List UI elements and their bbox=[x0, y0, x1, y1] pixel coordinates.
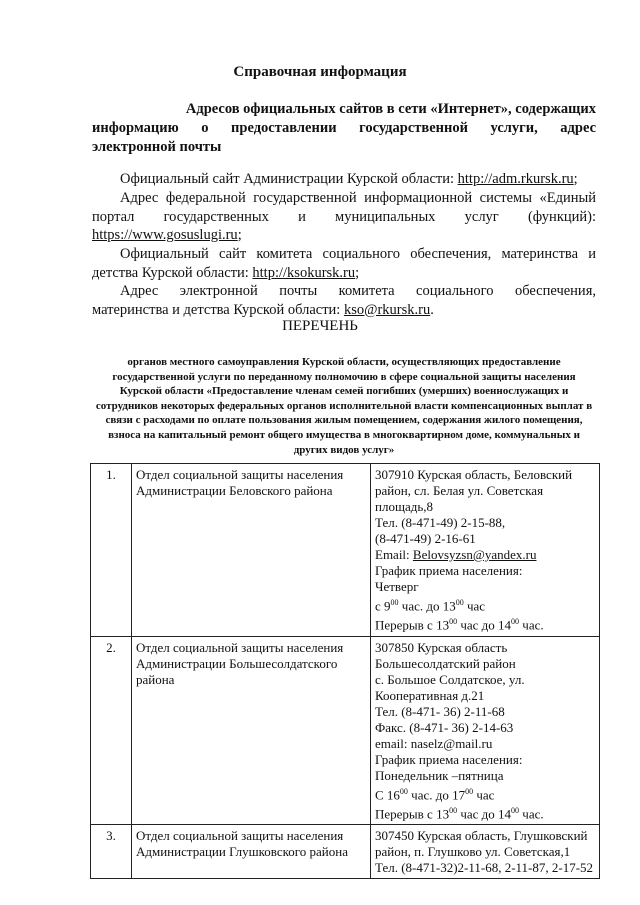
break-mid-sup: 00 bbox=[511, 617, 520, 627]
email-label: Email: bbox=[375, 547, 413, 562]
schedule-hours bbox=[375, 784, 595, 803]
address: 307910 Курская область, Беловский район, сл. Белая ул. Советская площадь,8 bbox=[375, 467, 573, 514]
department-contacts bbox=[371, 636, 600, 825]
break-end: час. bbox=[519, 806, 544, 822]
table-row bbox=[91, 825, 600, 879]
schedule-days: Понедельник –пятница bbox=[375, 767, 504, 783]
list-heading: ПЕРЕЧЕНЬ bbox=[282, 318, 358, 334]
break-from: Перерыв с 13 bbox=[375, 806, 450, 822]
email-line bbox=[375, 547, 595, 563]
subtitle-line-1: Адресов официальных сайтов в сети «Интернет», содержащих bbox=[185, 101, 596, 117]
gosuslugi-text-2: портал государственных и муниципальных услуг (функций): bbox=[92, 208, 596, 225]
break-end: час. bbox=[519, 617, 544, 633]
committee-email-text-2: материнства и детства Курской области: bbox=[92, 301, 344, 318]
hours-end: час bbox=[473, 786, 495, 802]
hours-from-sup: 00 bbox=[390, 598, 399, 607]
department-name: Отдел социальной защиты населения Администрации Большесолдатского района bbox=[132, 636, 371, 825]
phone-2: (8-471-49) 2-16-61 bbox=[375, 531, 476, 546]
hours-from: С 16 bbox=[375, 786, 400, 802]
row-number: 1. bbox=[91, 464, 132, 637]
break-mid: час до 14 bbox=[457, 617, 512, 633]
break-mid-sup: 00 bbox=[511, 805, 520, 815]
gosuslugi-text-1: Адрес федеральной государственной информационной системы «Единый bbox=[120, 190, 596, 206]
schedule-label: График приема населения: bbox=[375, 563, 523, 578]
subtitle bbox=[92, 100, 596, 157]
hours-from: с 9 bbox=[375, 598, 391, 614]
break-from: Перерыв с 13 bbox=[375, 617, 450, 633]
department-contacts bbox=[371, 825, 600, 879]
department-contacts bbox=[371, 464, 600, 637]
hours-mid-sup: 00 bbox=[455, 598, 464, 607]
fax: Факс. (8-471- 36) 2-14-63 bbox=[375, 719, 514, 735]
subtitle-line-2: информацию о предоставлении государственной услуги, адрес bbox=[92, 120, 596, 136]
address-3: с. Большое Солдатское, ул. Кооперативная д.21 bbox=[375, 671, 525, 703]
department-name: Отдел социальной защиты населения Администрации Беловского района bbox=[132, 464, 371, 637]
schedule-break bbox=[375, 614, 595, 633]
hours-mid: час. до 13 bbox=[398, 598, 456, 614]
schedule-days: Четверг bbox=[375, 579, 419, 594]
admin-site-text: Официальный сайт Администрации Курской области: bbox=[120, 171, 458, 187]
phone: Тел. (8-471- 36) 2-11-68 bbox=[375, 703, 505, 719]
subtitle-line-3: электронной почты bbox=[92, 139, 222, 155]
paragraph-admin-site: Официальный сайт Администрации Курской области: http://adm.rkursk.ru; bbox=[120, 171, 578, 187]
email: email: naselz@mail.ru bbox=[375, 735, 493, 751]
hours-from-sup: 00 bbox=[399, 786, 408, 796]
break-mid: час до 14 bbox=[457, 806, 512, 822]
schedule-break bbox=[375, 803, 595, 822]
schedule-hours bbox=[375, 595, 595, 614]
phone-1: Тел. (8-471-49) 2-15-88, bbox=[375, 515, 506, 530]
admin-site-link[interactable]: http://adm.rkursk.ru bbox=[457, 171, 574, 187]
table-row bbox=[91, 636, 600, 825]
break-from-sup: 00 bbox=[449, 617, 458, 627]
address: 307450 Курская область, Глушковский район, п. Глушково ул. Советская,1 bbox=[375, 828, 588, 860]
orgs-description: органов местного самоуправления Курской области, осуществляющих предоставление государственной услуги по переданному полномочию в сфере социальной защиты населения Курской области «Предоставление членам семей погибших (умерших) военнослужащих и сотрудников некоторых федеральных органов исполнительной власти компенсационных выплат в связи с расходами по оплате пользования жилым помещением, содержания жилого помещения, взноса на капитальный ремонт общего имущества в многоквартирном доме, коммунальных и других видов услуг» bbox=[95, 356, 593, 456]
hours-mid: час. до 17 bbox=[407, 786, 466, 802]
department-name: Отдел социальной защиты населения Администрации Глушковского района bbox=[132, 825, 371, 879]
address-1: 307850 Курская область bbox=[375, 639, 508, 655]
schedule-label: График приема населения: bbox=[375, 751, 523, 767]
committee-email-link[interactable]: kso@rkursk.ru bbox=[343, 301, 431, 318]
table-row bbox=[91, 464, 600, 637]
paragraph-committee-site: Официальный сайт комитета социального обеспечения, материнства и детства Курской области: http://ksokursk.ru; bbox=[92, 246, 596, 281]
hours-end: час bbox=[463, 598, 486, 614]
departments-table bbox=[90, 463, 600, 879]
row-number: 2. bbox=[91, 636, 132, 825]
committee-site-link[interactable]: http://ksokursk.ru bbox=[252, 264, 356, 281]
committee-site-text-2: детства Курской области: bbox=[92, 264, 253, 281]
committee-site-text-1: Официальный сайт комитета социального обеспечения, материнства и bbox=[120, 246, 596, 262]
paragraph-gosuslugi: Адрес федеральной государственной информационной системы «Единый портал государственных и муниципальных услуг (функций): https://www.gosuslugi.ru; bbox=[92, 190, 596, 243]
page-title: Справочная информация bbox=[233, 64, 407, 80]
hours-mid-sup: 00 bbox=[465, 786, 474, 796]
gosuslugi-link[interactable]: https://www.gosuslugi.ru bbox=[92, 227, 238, 243]
paragraph-committee-email: Адрес электронной почты комитета социального обеспечения, материнства и детства Курской области: kso@rkursk.ru. bbox=[92, 283, 596, 318]
break-from-sup: 00 bbox=[449, 805, 458, 815]
email-link[interactable]: Belovsyzsn@yandex.ru bbox=[412, 547, 537, 562]
committee-email-text-1: Адрес электронной почты комитета социального обеспечения, bbox=[120, 283, 596, 299]
phone: Тел. (8-471-32)2-11-68, 2-11-87, 2-17-52 bbox=[375, 860, 594, 876]
row-number: 3. bbox=[91, 825, 132, 879]
address-2: Большесолдатский район bbox=[375, 655, 516, 671]
